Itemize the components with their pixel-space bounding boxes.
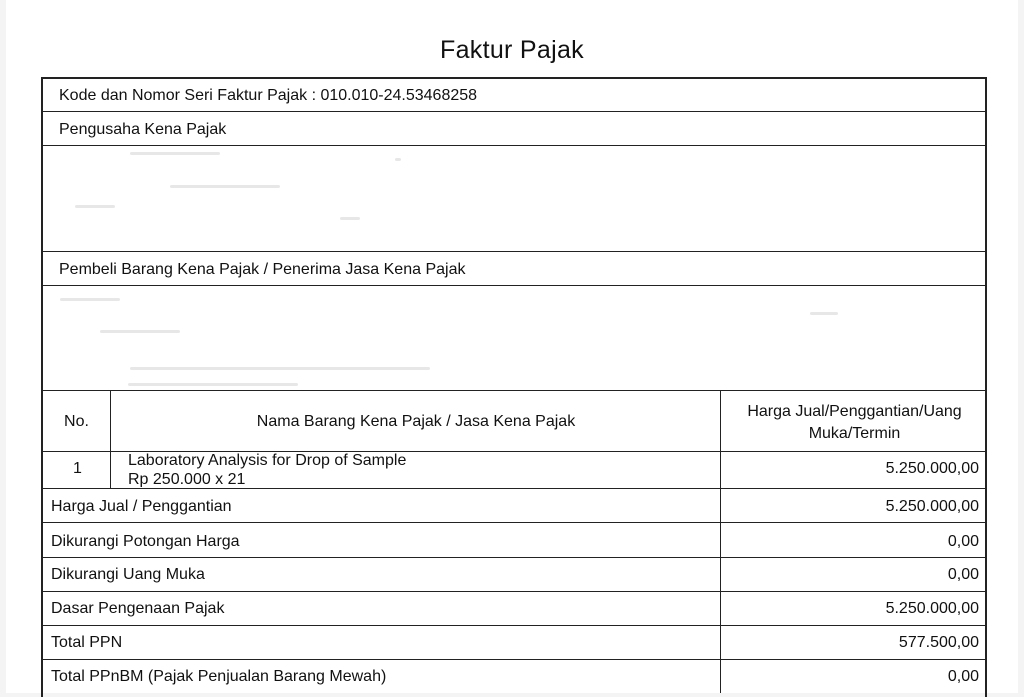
- item-desc-clip: [128, 469, 688, 487]
- summary-label: Harga Jual / Penggantian: [51, 498, 232, 515]
- summary-value: 5.250.000,00: [885, 600, 979, 617]
- row-divider: [41, 659, 987, 660]
- summary-label: Total PPN: [51, 634, 123, 651]
- row-divider: [41, 625, 987, 626]
- summary-label: Total PPnBM (Pajak Penjualan Barang Mewah): [51, 668, 387, 685]
- row-divider: [41, 522, 987, 523]
- row-divider: [41, 591, 987, 592]
- item-no: 1: [73, 460, 82, 477]
- kode-seri-faktur: Kode dan Nomor Seri Faktur Pajak : 010.010-24.53468258: [59, 87, 478, 104]
- item-desc-line1: Laboratory Analysis for Drop of Sample: [128, 452, 407, 469]
- row-divider: [41, 111, 987, 112]
- col-header-harga-1: Harga Jual/Penggantian/Uang: [747, 403, 962, 420]
- item-amount: 5.250.000,00: [885, 460, 979, 477]
- summary-label: Dasar Pengenaan Pajak: [51, 600, 225, 617]
- summary-value: 577.500,00: [898, 634, 979, 651]
- row-divider: [41, 557, 987, 558]
- summary-value: 0,00: [947, 566, 979, 583]
- row-divider: [41, 285, 987, 286]
- column-divider: [110, 390, 111, 488]
- row-divider: [41, 488, 987, 489]
- row-divider: [41, 390, 987, 391]
- row-divider: [41, 251, 987, 252]
- col-header-no: No.: [64, 413, 89, 430]
- summary-value: 5.250.000,00: [885, 498, 979, 515]
- col-header-nama: Nama Barang Kena Pajak / Jasa Kena Pajak: [256, 413, 576, 430]
- page-title: Faktur Pajak: [440, 36, 584, 64]
- summary-label: Dikurangi Potongan Harga: [51, 533, 240, 550]
- column-divider: [720, 390, 721, 693]
- pengusaha-label: Pengusaha Kena Pajak: [59, 121, 227, 138]
- summary-value: 0,00: [947, 668, 979, 685]
- summary-value: 0,00: [947, 533, 979, 550]
- item-desc-line2: Rp 250.000 x 21: [128, 471, 246, 487]
- col-header-harga-2: Muka/Termin: [808, 425, 901, 442]
- summary-label: Dikurangi Uang Muka: [51, 566, 205, 583]
- pembeli-label: Pembeli Barang Kena Pajak / Penerima Jasa Kena Pajak: [59, 261, 466, 278]
- row-divider: [41, 145, 987, 146]
